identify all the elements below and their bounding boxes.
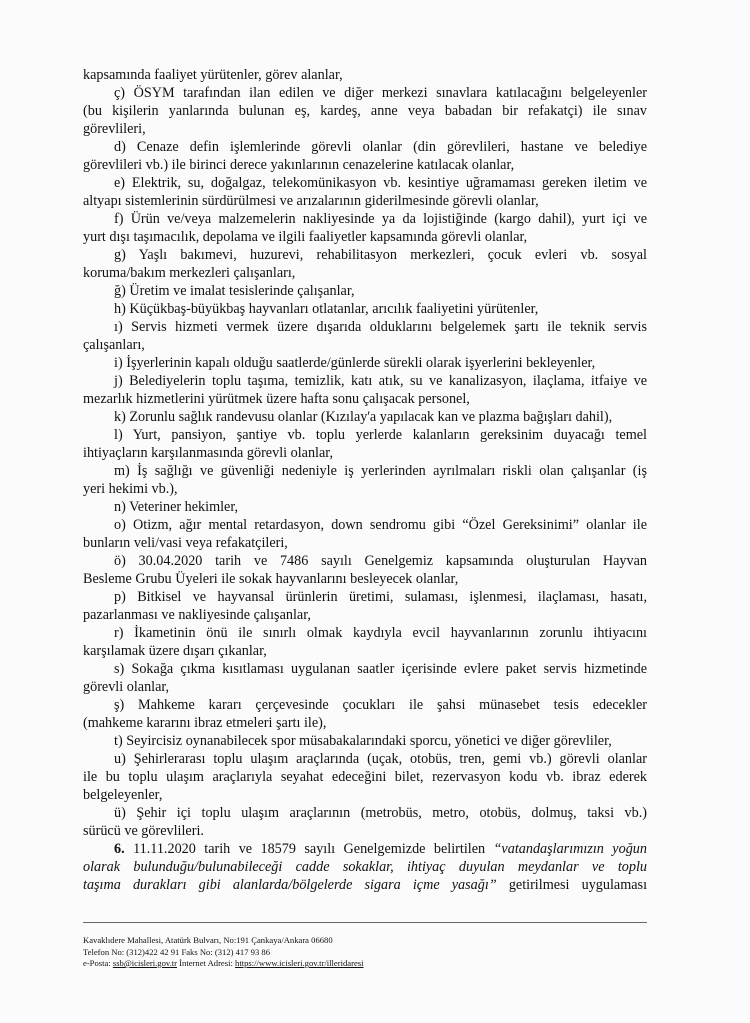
text-line: t) Seyircisiz oynanabilecek spor müsabakalarındaki sporcu, yönetici ve diğer görevliler, — [114, 733, 612, 749]
text-line: k) Zorunlu sağlık randevusu olanlar (Kızılay'a yapılacak kan ve plazma bağışları dahil), — [114, 409, 613, 425]
web-label: İnternet Adresi: — [179, 958, 233, 968]
section-6-line-1 — [83, 840, 647, 858]
paragraph — [83, 516, 647, 552]
text-line: mezarlık hizmetlerini yürütmek üzere hafta sonu çalışacak personel, — [83, 391, 470, 407]
text-line: (mahkeme kararını ibraz etmeleri şartı ile), — [83, 715, 327, 731]
paragraph — [83, 246, 647, 282]
paragraph — [83, 462, 647, 498]
text-line: ı) Servis hizmeti vermek üzere dışarıda olduklarını belgelemek şartı ile teknik servis — [114, 319, 647, 335]
footer-phone: Telefon No: (312)422 42 91 Faks No: (312) 417 93 86 — [83, 946, 271, 957]
paragraph — [83, 750, 647, 804]
paragraph — [83, 372, 647, 408]
text-line: g) Yaşlı bakımevi, huzurevi, rehabilitasyon merkezleri, çocuk evleri vb. sosyal — [114, 247, 647, 263]
text-line: ihtiyaçların karşılanmasında görevli olanlar, — [83, 445, 333, 461]
text-line: altyapı sistemlerinin sürdürülmesi ve arızalarının giderilmesinde görevli olanlar, — [83, 193, 539, 209]
footer-address: Kavaklıdere Mahallesi, Atatürk Bulvarı, No:191 Çankaya/Ankara 06680 — [83, 935, 333, 945]
document-body — [83, 66, 647, 840]
text-line: pazarlanması ve nakliyesinde çalışanlar, — [83, 607, 311, 623]
paragraph — [83, 354, 647, 372]
paragraph — [83, 282, 647, 300]
section-6-line-2: olarak bulunduğu/bulunabileceği cadde sokaklar, ihtiyaç duyulan meydanlar ve toplu — [83, 859, 647, 875]
paragraph — [83, 732, 647, 750]
footer-contact — [83, 958, 364, 970]
text-line: karşılamak üzere dışarı çıkanlar, — [83, 643, 267, 659]
paragraph — [83, 408, 647, 426]
text-line: ş) Mahkeme kararı çerçevesinde çocukları ile şahsi münasebet tesis edecekler — [114, 697, 647, 713]
paragraph — [83, 210, 647, 246]
paragraph — [83, 318, 647, 354]
text-line: u) Şehirlerarası toplu ulaşım araçlarında (uçak, otobüs, tren, gemi vb.) görevli olanlar — [114, 751, 647, 767]
text-line: d) Cenaze defin işlemlerinde görevli olanlar (din görevlileri, hastane ve belediye — [114, 139, 647, 155]
text-line: ğ) Üretim ve imalat tesislerinde çalışanlar, — [114, 283, 355, 299]
text-line: r) İkametinin önü ile sınırlı olmak kaydıyla evcil hayvanlarının zorunlu ihtiyacını — [114, 625, 647, 641]
section-6-quote-start: “vatandaşlarımızın yoğun — [493, 841, 647, 857]
paragraph — [83, 696, 647, 732]
paragraph — [83, 300, 647, 318]
text-line: görevlileri, — [83, 121, 146, 137]
paragraph — [83, 804, 647, 840]
text-line: görevlileri vb.) ile birinci derece yakınlarının cenazelerine katılacak olanlar, — [83, 157, 515, 173]
text-line: belgeleyenler, — [83, 787, 163, 803]
text-line: yeri hekimi vb.), — [83, 481, 178, 497]
text-line: Besleme Grubu Üyeleri ile sokak hayvanlarını besleyecek olanlar, — [83, 571, 459, 587]
text-line: yurt dışı taşımacılık, depolama ve ilgili faaliyetler kapsamında görevli olanlar, — [83, 229, 528, 245]
footer-divider — [83, 922, 647, 923]
paragraph — [83, 552, 647, 588]
text-line: ile bu toplu ulaşım araçlarıyla seyahat edeceğini bilet, rezervasyon kodu vb. ibraz ederek — [83, 769, 647, 785]
text-line: koruma/bakım merkezleri çalışanları, — [83, 265, 296, 281]
text-line: e) Elektrik, su, doğalgaz, telekomünikasyon vb. kesintiye uğramaması gereken iletim ve — [114, 175, 647, 191]
text-line: o) Otizm, ağır mental retardasyon, down sendromu gibi “Özel Gereksinimi” olanlar ile — [114, 517, 647, 533]
section-6 — [83, 840, 647, 894]
paragraph — [83, 174, 647, 210]
text-line: bunların veli/vasi veya refakatçileri, — [83, 535, 288, 551]
paragraph — [83, 138, 647, 174]
web-link[interactable]: https://www.icisleri.gov.tr/illeridaresi — [235, 958, 364, 968]
text-line: s) Sokağa çıkma kısıtlaması uygulanan saatler içerisinde evlere paket servis hizmetinde — [114, 661, 647, 677]
paragraph — [83, 624, 647, 660]
paragraph — [83, 66, 647, 84]
text-line: görevli olanlar, — [83, 679, 170, 695]
email-label: e-Posta: — [83, 958, 111, 968]
footer — [83, 935, 364, 970]
text-line: j) Belediyelerin toplu taşıma, temizlik, katı atık, su ve kanalizasyon, ilaçlama, itfaiye ve — [114, 373, 647, 389]
text-line: m) İş sağlığı ve güvenliği nedeniyle iş yerlerinden ayrılmaları riskli olan çalışanlar (iş — [114, 463, 647, 479]
text-line: h) Küçükbaş-büyükbaş hayvanları otlatanlar, arıcılık faaliyetini yürütenler, — [114, 301, 539, 317]
section-6-intro: 11.11.2020 tarih ve 18579 sayılı Genelgemizde belirtilen — [133, 841, 486, 857]
text-line: çalışanları, — [83, 337, 145, 353]
paragraph — [83, 498, 647, 516]
text-line: (bu kişilerin yanlarında bulunan eş, kardeş, anne veya babadan bir refakatçi) ile sınav — [83, 103, 647, 119]
email-link[interactable]: ssb@icisleri.gov.tr — [112, 958, 178, 968]
text-line: p) Bitkisel ve hayvansal ürünlerin üretimi, sulaması, işlenmesi, ilaçlaması, hasatı, — [114, 589, 647, 605]
text-line: ü) Şehir içi toplu ulaşım araçlarının (metrobüs, metro, otobüs, dolmuş, taksi vb.) — [114, 805, 647, 821]
paragraph — [83, 426, 647, 462]
text-line: sürücü ve görevlileri. — [83, 823, 204, 839]
paragraph — [83, 588, 647, 624]
text-line: ö) 30.04.2020 tarih ve 7486 sayılı Genelgemiz kapsamında oluşturulan Hayvan — [114, 553, 647, 569]
section-6-line-3 — [83, 876, 647, 894]
paragraph — [83, 84, 647, 138]
section-6-quote-end: taşıma durakları gibi alanlarda/bölgelerde sigara içme yasağı” — [83, 877, 497, 893]
paragraph — [83, 660, 647, 696]
text-line: l) Yurt, pansiyon, şantiye vb. toplu yerlerde kalanların gereksinim duyacağı temel — [114, 427, 647, 443]
text-line: n) Veteriner hekimler, — [114, 499, 239, 515]
text-line: kapsamında faaliyet yürütenler, görev alanlar, — [83, 67, 343, 83]
text-line: f) Ürün ve/veya malzemelerin nakliyesinde ya da lojistiğinde (kargo dahil), yurt içi ve — [114, 211, 647, 227]
section-6-tail: getirilmesi uygulaması — [508, 877, 647, 893]
section-number: 6. — [114, 841, 125, 857]
text-line: ç) ÖSYM tarafından ilan edilen ve diğer merkezi sınavlara katılacağını belgeleyenler — [114, 85, 647, 101]
text-line: i) İşyerlerinin kapalı olduğu saatlerde/günlerde sürekli olarak işyerlerini bekleyenler, — [114, 355, 596, 371]
